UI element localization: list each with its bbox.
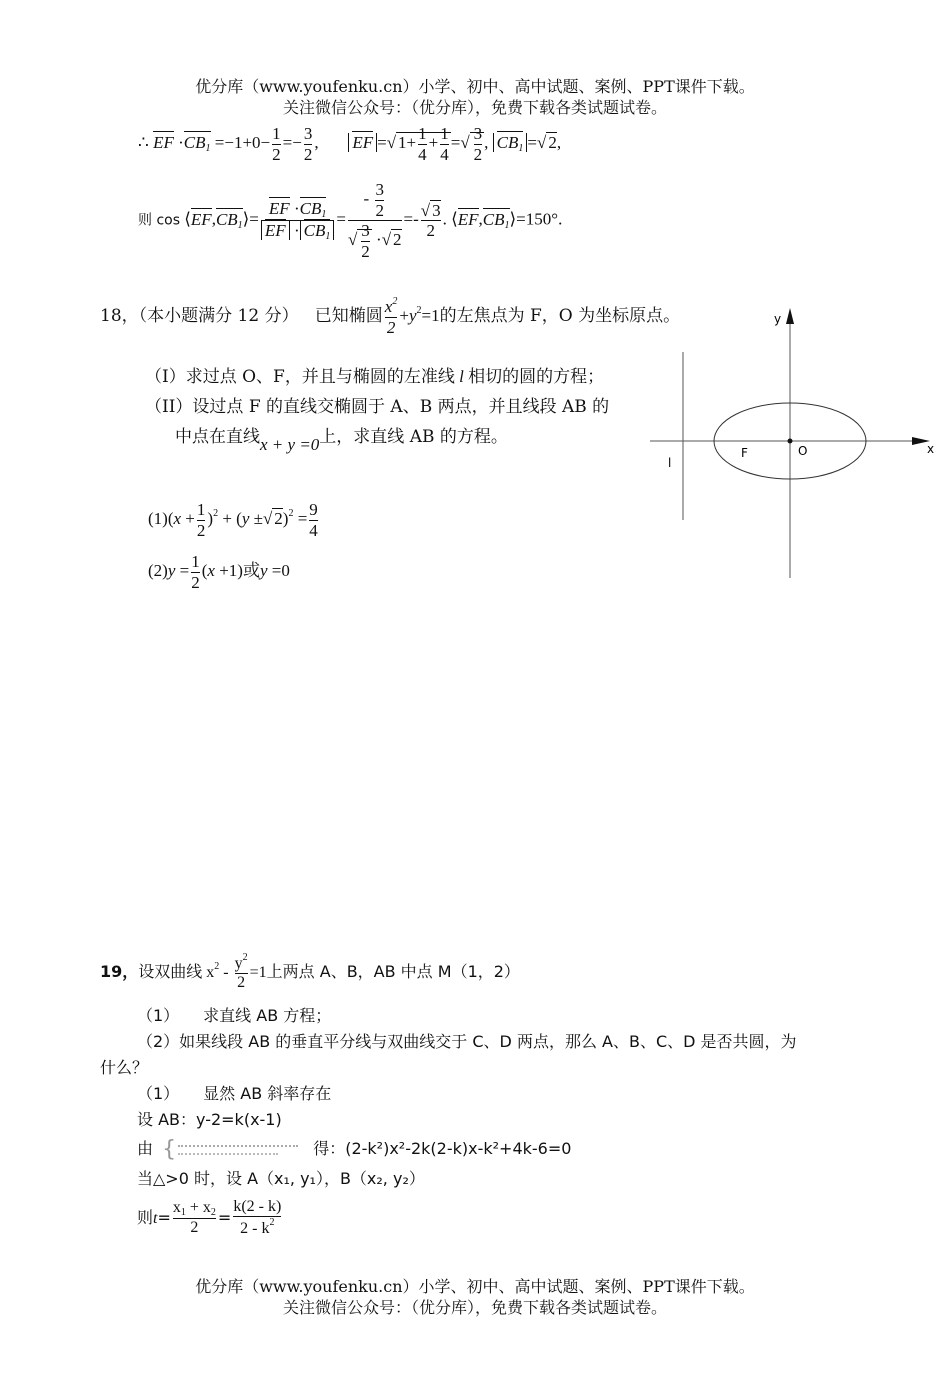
footer-line-2: 关注微信公众号：（优分库），免费下载各类试题试卷。 — [282, 1298, 667, 1317]
angle-value: =150° — [516, 209, 559, 229]
q19-intro-b: 上两点 A、B，AB 中点 M（1，2） — [266, 961, 520, 981]
q18-answer-2: (2)y = $\frac{1}{2}$ (x +1)或y =0 — [148, 552, 290, 592]
origin-point — [788, 439, 793, 444]
footer-line-1: 优分库（www.youfenku.cn）小学、初中、高中试题、案例、PPT课件下载。 — [195, 1277, 755, 1296]
ans2-or: 或 — [242, 560, 260, 580]
sol3-prefix: 由 — [137, 1139, 154, 1158]
origin-label: O — [798, 444, 808, 458]
q19-part2b: 什么？ — [100, 1058, 149, 1077]
q18-part2-line2: 中点在直线x + y =0上，求直线 AB 的方程。 — [175, 427, 508, 454]
y-axis-arrow-icon — [786, 308, 794, 324]
sol3-suffix: 得：(2-k²)x²-2k(2-k)x-k²+4k-6=0 — [313, 1139, 572, 1158]
q19-sol3 — [137, 1136, 571, 1161]
header-line-1: 优分库（www.youfenku.cn）小学、初中、高中试题、案例、PPT课件下载。 — [195, 77, 755, 96]
q18-part2-b: 中点在直线 — [175, 427, 260, 447]
q18-part1-text-b: 相切的圆的方程； — [468, 367, 605, 387]
ellipse-diagram — [640, 300, 940, 585]
q18-number: 18，（本小题满分 12 分） — [100, 306, 299, 327]
q18-part1: （I）求过点 O、F，并且与椭圆的左准线 l 相切的圆的方程； — [145, 367, 605, 387]
q18-part2: （II）设过点 F 的直线交椭圆于 A、B 两点，并且线段 AB 的 — [145, 397, 610, 417]
q19-sol4: 当△>0 时，设 A（x₁, y₁），B（x₂, y₂） — [137, 1169, 425, 1188]
q18-part2-c: 上，求直线 AB 的方程。 — [319, 427, 508, 447]
focus-label: F — [741, 446, 748, 460]
q19-sol1: （1） 显然 AB 斜率存在 — [137, 1084, 332, 1103]
x-axis-label: x — [927, 442, 935, 456]
dot-product-value: =−1+0− — [214, 132, 271, 152]
cos-angle-line: 则 $\cos ⟨EF,CB_1⟩=$ $\frac{EF \cdot CB_1}{EF \cdot CB_1}$ = - $\frac{3}{2}$ √ $\frac{3}{2}$ ·√ 2 =- $\frac{√ 3}{2}$ . $⟨EF,CB_1⟩=150^\circ$. — [138, 180, 563, 261]
header-line-2: 关注微信公众号：（优分库），免费下载各类试题试卷。 — [282, 98, 667, 117]
q19-part2a: （2）如果线段 AB 的垂直平分线与双曲线交于 C、D 两点，那么 A、B、C、D 是否共圆，为 — [137, 1032, 797, 1051]
system-of-equations-glyph: { — [158, 1139, 308, 1161]
q18-part1-text: （I）求过点 O、F，并且与椭圆的左准线 — [145, 367, 455, 387]
ans2-prefix: (2) — [148, 560, 168, 580]
q19-intro: 19，设双曲线 $x^2$ - $\frac{y^2}{2}$ =1上两点 A、B，AB 中点 M（1，2） — [100, 952, 520, 992]
q18-intro: 18，（本小题满分 12 分） 已知椭圆 $\frac{x^2}{2}$ $+y^2=1$的左焦点为 F，O 为坐标原点。 — [100, 296, 681, 337]
q19-intro-a: 设双曲线 — [138, 961, 203, 981]
q19-sol2: 设 AB：y-2=k(x-1) — [137, 1110, 282, 1129]
cos-label: 则 cos — [138, 212, 181, 229]
q18-intro-b: 的左焦点为 F，O 为坐标原点。 — [439, 306, 681, 327]
directrix-label: l — [668, 456, 672, 470]
dot-product-line: ∴ EF $\cdot CB_1 =-1+0-$ $\frac{1}{2}$ =− $\frac{3}{2}$ , EF =√ 1+ $\frac{1}{4}$ + $\frac{1}{4}$ =√ $\frac{3}{2}$ , $CB_1$ =√ 2, — [138, 124, 562, 164]
q19-number: 19， — [100, 961, 139, 981]
q18-answer-1: (1)(x + $\frac{1}{2}$ )$^2$ + (y ±√ 2)$^2$ = $\frac{9}{4}$ — [148, 500, 318, 540]
therefore-symbol: ∴ — [138, 132, 149, 152]
q19-sol5: 则t= $\frac{x_1 + x_2}{2}$ = $\frac{k(2 - k)}{2 - k^2}$ — [137, 1198, 282, 1238]
q19-part1: （1） 求直线 AB 方程； — [137, 1006, 332, 1025]
q18-intro-a: 已知椭圆 — [314, 306, 383, 327]
ans1-prefix: (1) — [148, 508, 168, 528]
y-axis-label: y — [774, 312, 782, 326]
sol5-prefix: 则 — [137, 1207, 154, 1227]
